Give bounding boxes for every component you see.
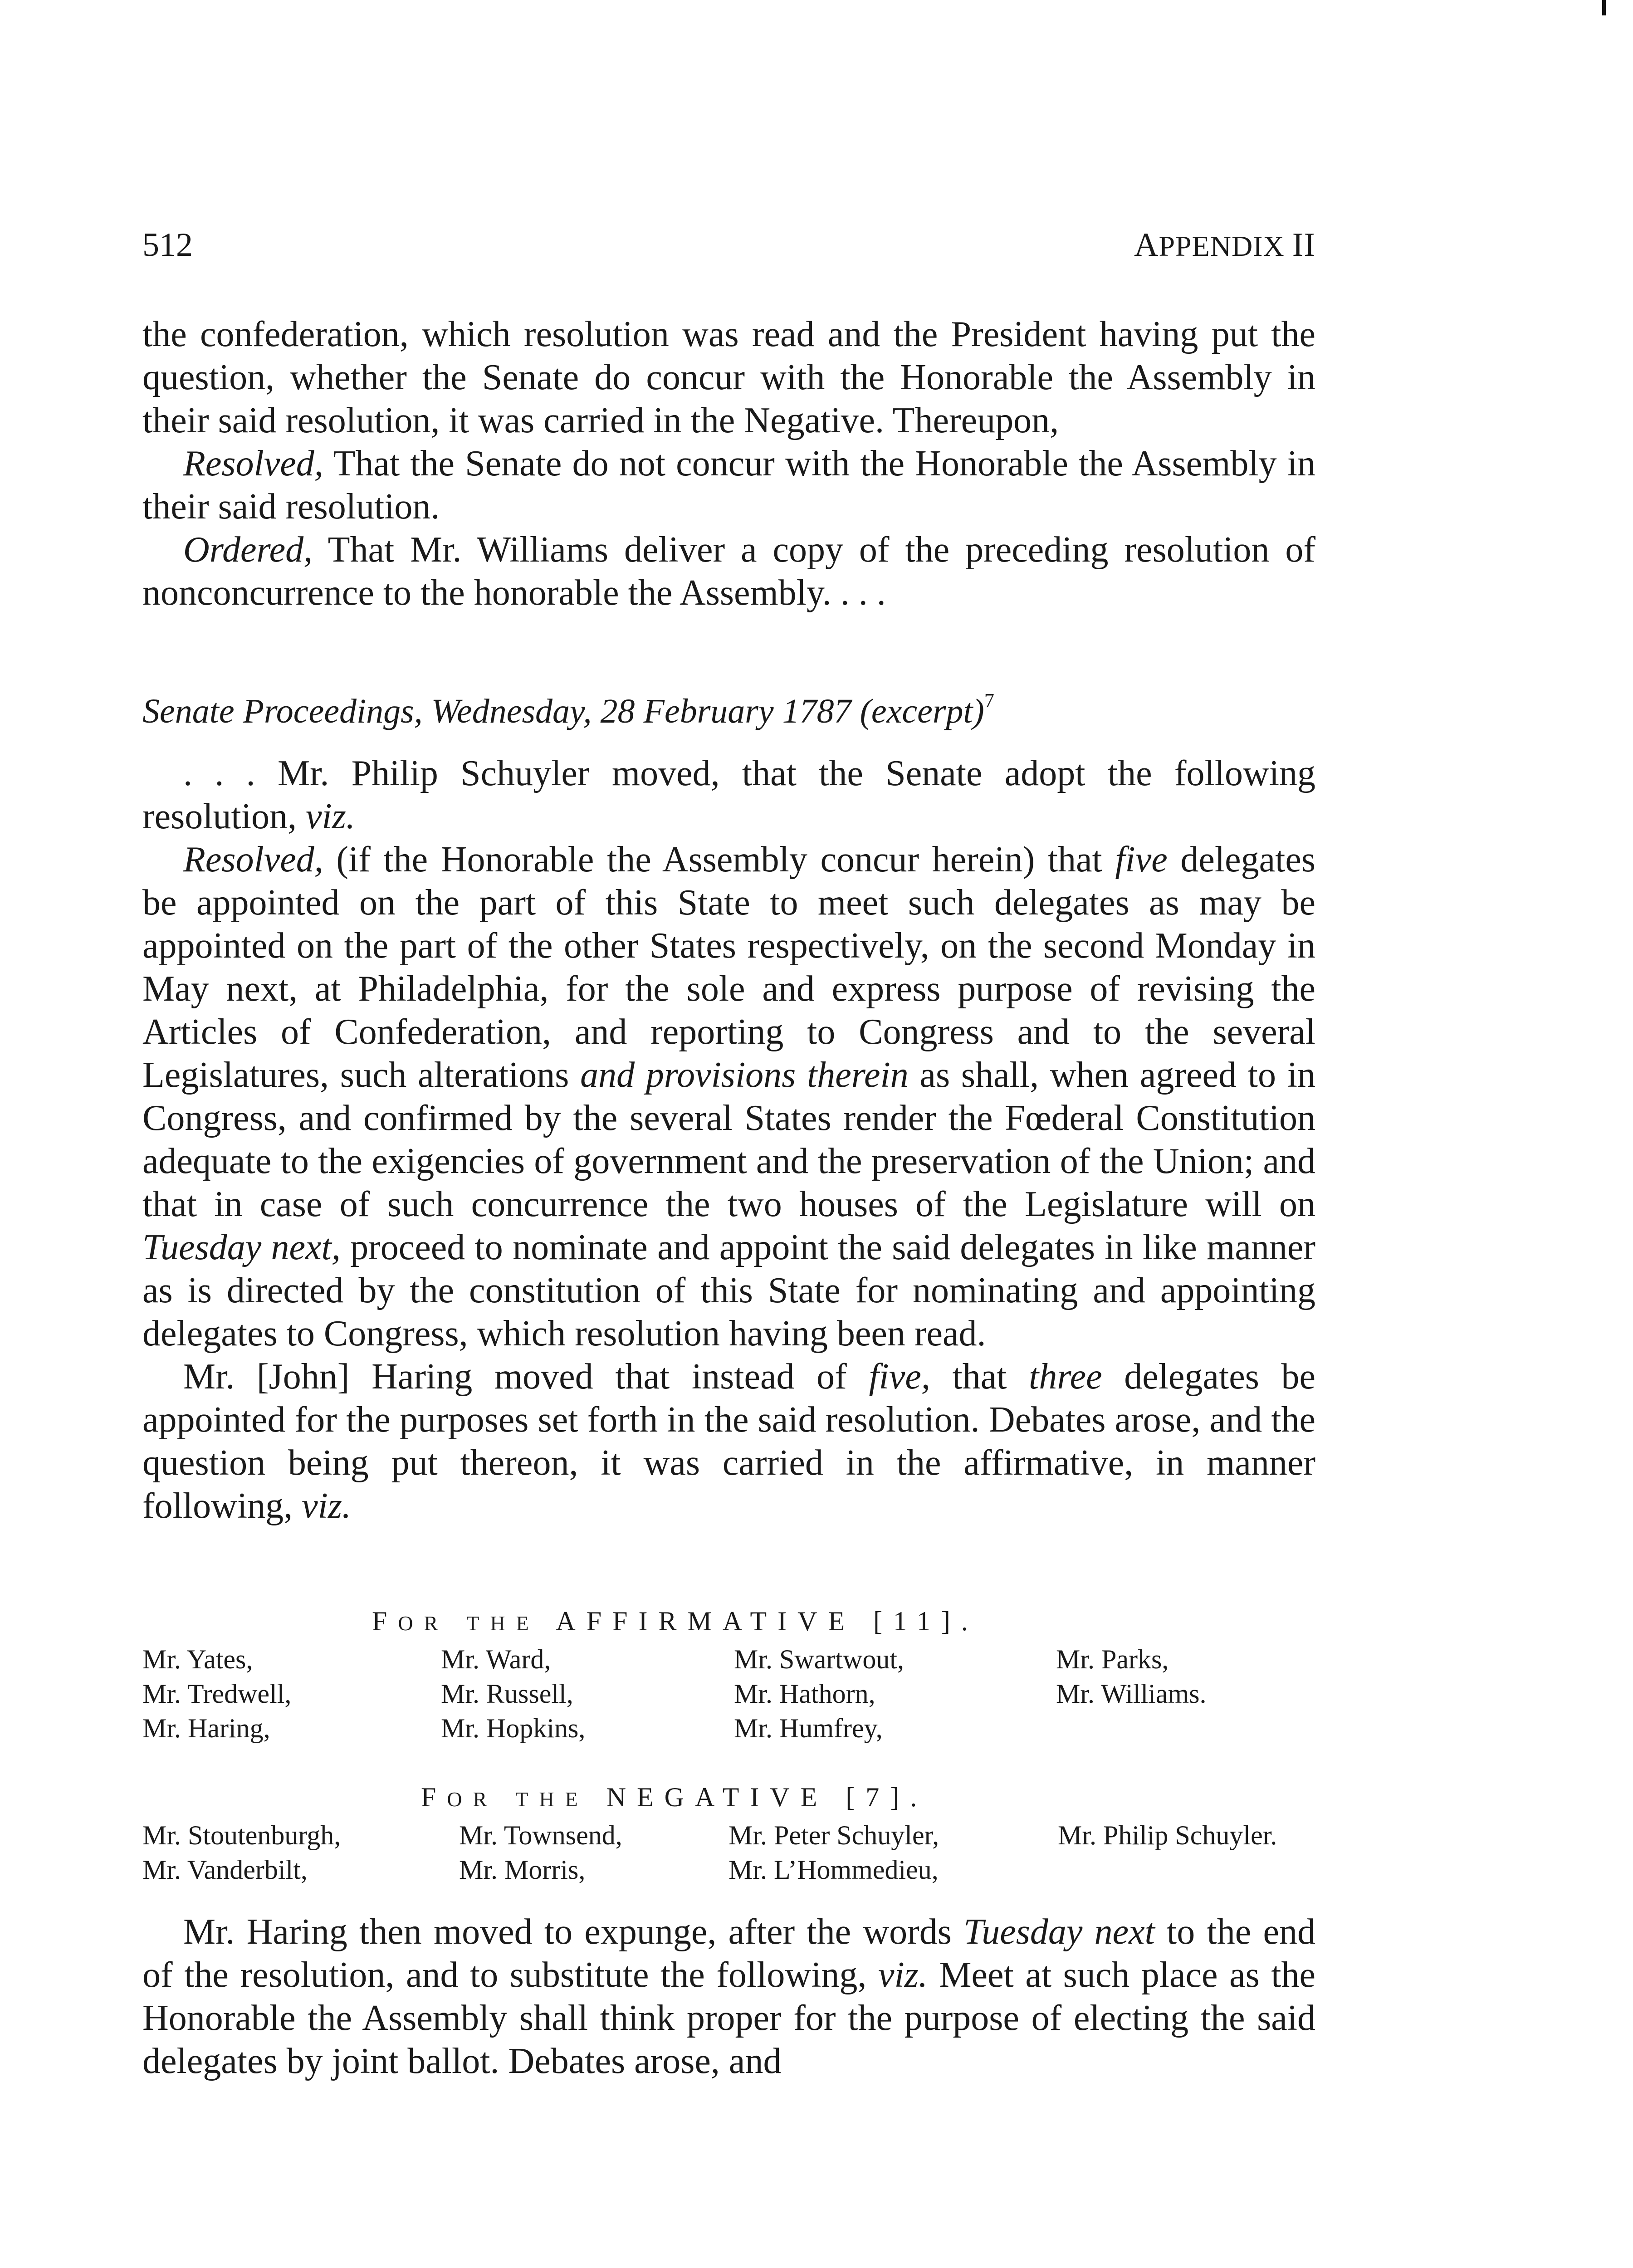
- negative-voter: Mr. Morris,: [459, 1855, 586, 1885]
- paragraph-haring-motion: Mr. [John] Haring moved that instead of five, that three delegates be appointed for the purposes set forth in the said resolution. Debates arose, and the question being put thereon, it was carried in the affirmative, in manner following, viz.: [142, 1357, 1316, 1526]
- paragraph-ordered: Ordered, That Mr. Williams deliver a copy of the preceding resolution of nonconcurrence to the honorable the Assembly. . . .: [142, 530, 1315, 613]
- affirmative-heading: FOR THE AFFIRMATIVE [11].: [372, 1606, 979, 1636]
- negative-voter: Mr. Townsend,: [459, 1820, 622, 1850]
- affirmative-voter: Mr. Yates,: [142, 1644, 253, 1674]
- affirmative-voter: Mr. Russell,: [441, 1679, 573, 1709]
- affirmative-voter: Mr. Hopkins,: [441, 1713, 586, 1743]
- text-block-1: [142, 313, 1315, 615]
- text-block-2: [142, 752, 1315, 1528]
- negative-voter: Mr. Peter Schuyler,: [728, 1820, 939, 1850]
- paragraph-continuation: the confederation, which resolution was read and the President having put the question, whether the Senate do concur with the Honorable the Assembly in their said resolution, it was carried in the Negative. Thereupon,: [142, 314, 1315, 440]
- excerpt-heading: Senate Proceedings, Wednesday, 28 February 1787 (excerpt)$^7$: [142, 689, 994, 730]
- text-block-3: [142, 1911, 1315, 2083]
- affirmative-voter: Mr. Humfrey,: [734, 1713, 883, 1743]
- affirmative-voter: Mr. Ward,: [441, 1644, 551, 1674]
- running-head: APPENDIX II: [1134, 226, 1315, 264]
- negative-voter: Mr. Vanderbilt,: [142, 1855, 308, 1885]
- affirmative-voter: Mr. Tredwell,: [142, 1679, 292, 1709]
- page-number: 512: [142, 226, 193, 264]
- footnote-marker: 7: [984, 689, 994, 712]
- negative-voter: Mr. L’Hommedieu,: [728, 1855, 939, 1885]
- affirmative-voter: Mr. Williams.: [1056, 1679, 1207, 1709]
- negative-voter: Mr. Philip Schuyler.: [1058, 1820, 1277, 1850]
- affirmative-voter: Mr. Haring,: [142, 1713, 270, 1743]
- paragraph-resolution: Resolved, (if the Honorable the Assembly concur herein) that five delegates be appointed on the part of this State to meet such delegates as may be appointed on the part of the other States respectively, on the second Monday in May next, at Philadelphia, for the sole and express purpose of revising the Articles of Confederation, and reporting to Congress and to the several Legislatures, such alterations and provisions therein as shall, when agreed to in Congress, and confirmed by the several States render the Fœderal Constitution adequate to the exigencies of government and the preservation of the Union; and that in case of such concurrence the two houses of the Legislature will on Tuesday next, proceed to nominate and appoint the said delegates in like manner as is directed by the constitution of this State for nominating and appointing delegates to Congress, which resolution having been read.: [142, 840, 1316, 1354]
- paragraph-motion: . . . Mr. Philip Schuyler moved, that the Senate adopt the following resolution, viz.: [142, 753, 1315, 836]
- paragraph-resolved: Resolved, That the Senate do not concur with the Honorable the Assembly in their said resolution.: [142, 444, 1315, 527]
- scan-edge-mark: [1602, 0, 1606, 15]
- affirmative-voter: Mr. Swartwout,: [734, 1644, 904, 1674]
- page-header: [142, 226, 1315, 262]
- affirmative-voter: Mr. Parks,: [1056, 1644, 1169, 1674]
- negative-heading: FOR THE NEGATIVE [7].: [421, 1782, 928, 1812]
- paragraph-expunge-motion: Mr. Haring then moved to expunge, after the words Tuesday next to the end of the resolution, and to substitute the following, viz. Meet at such place as the Honorable the Assembly shall think proper for the purpose of electing the said delegates by joint ballot. Debates arose, and: [142, 1912, 1316, 2081]
- negative-voter: Mr. Stoutenburgh,: [142, 1820, 341, 1850]
- affirmative-voter: Mr. Hathorn,: [734, 1679, 875, 1709]
